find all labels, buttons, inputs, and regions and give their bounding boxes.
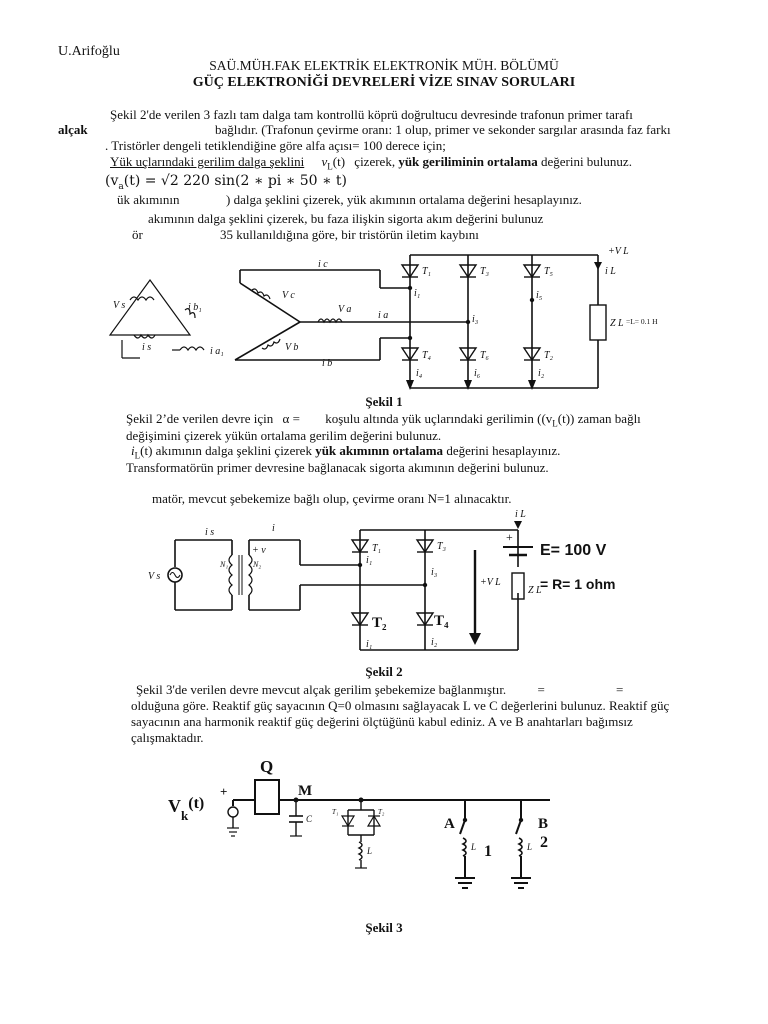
q1-line6a: ük akımının: [117, 192, 180, 207]
fig2-plus-label: +: [506, 530, 513, 544]
fig2-e-label: E= 100 V: [540, 542, 607, 559]
fig2-n2-label: N₂: [253, 560, 262, 569]
q2-line5: matör, mevcut şebekemize bağlı olup, çevirme oranı N=1 alınacaktır.: [152, 491, 512, 506]
q1-line4-cizerek: çizerek,: [354, 154, 396, 169]
fig1-il-label: i L: [605, 266, 616, 277]
fig1-ic-label: i c: [318, 259, 328, 270]
figure-1-circuit: [0, 240, 768, 400]
q1-line8b: 35 kullanıldığına göre, bir tristörün iletim kaybını: [220, 227, 479, 242]
q3-line4: çalışmaktadır.: [131, 730, 204, 745]
fig1-i4-label: i₄: [416, 368, 423, 379]
q1-line4: [110, 154, 632, 175]
fig1-zl-label: Z L: [610, 318, 624, 329]
fig1-i1-label: i₁: [414, 288, 421, 299]
fig2-v-label: + v: [252, 545, 266, 556]
q1-line6b: ) dalga şeklini çizerek, yük akımının ortalama değerini hesaplayınız.: [226, 192, 582, 207]
fig2-i2-label: i₂: [431, 637, 438, 648]
q2-line2: değişimini çizerek yükün ortalama gerilim değerini bulunuz.: [126, 428, 442, 443]
q1-vl-symbol: $v_L(t)$: [321, 154, 346, 172]
q1-line7: akımının dalga şeklini çizerek, bu faza ilişkin sigorta akım değerini bulunuz: [148, 211, 544, 226]
fig1-vb-label: V b: [285, 342, 299, 353]
q1-line4-bold: yük geriliminin ortalama: [398, 154, 538, 169]
fig1-ib1-label: i b₁: [188, 302, 202, 313]
fig1-ia-label: i a: [378, 310, 389, 321]
fig1-i5-label: i₅: [536, 290, 543, 301]
figure-3-caption: Şekil 3: [365, 920, 403, 935]
page-title: GÜÇ ELEKTRONİĞİ DEVRELERİ VİZE SINAV SORULARI: [192, 75, 576, 90]
fig1-t6-label: T₆: [480, 350, 490, 361]
fig1-vl-label: +V L: [608, 246, 629, 257]
fig1-i3-label: i₃: [472, 314, 479, 325]
q1-line4-end: değerini bulunuz.: [540, 154, 632, 169]
fig2-i-label: i: [272, 523, 275, 534]
fig1-t5-label: T₅: [544, 266, 554, 277]
fig1-t4-label: T₄: [422, 350, 432, 361]
fig2-i1-top-label: i₁: [366, 555, 373, 566]
figure-2-circuit: [0, 505, 768, 665]
fig3-m-label: M: [298, 783, 313, 799]
fig2-n1-label: N₁: [220, 560, 229, 569]
fig2-zl-label: Z L: [528, 585, 542, 596]
fig2-il-label: i L: [515, 509, 526, 520]
fig3-a-label: A: [444, 816, 455, 832]
fig1-t1-label: T₁: [422, 266, 432, 277]
q3-line2: olduğuna göre. Reaktif güç sayacının Q=0 olmasını sağlayacak L ve C değerlerini bulunuz. Reaktif güç: [131, 698, 670, 713]
q1-line5-formula: ($v_a(t) = √2$ 220 sin(2 ∗ pi ∗ 50 ∗ t): [105, 173, 348, 192]
fig2-r-label: = R= 1 ohm: [540, 576, 616, 592]
fig1-t3-label: T₃: [480, 266, 490, 277]
fig2-is-label: i s: [205, 527, 215, 538]
fig1-ia1-label: i a₁: [210, 346, 224, 357]
fig3-t2-label: T₂: [378, 808, 385, 816]
fig3-l1-label: L: [471, 842, 477, 852]
department-title: SAÜ.MÜH.FAK ELEKTRİK ELEKTRONİK MÜH. BÖLÜMÜ: [209, 58, 559, 73]
fig1-t2-label: T₂: [544, 350, 554, 361]
fig2-vs-label: V s: [148, 571, 161, 582]
q1-line2-alcak: alçak: [58, 122, 88, 137]
fig3-vk-label: $V_k(t)$: [168, 795, 205, 823]
fig3-n1-label: 1: [484, 843, 492, 860]
fig2-i3-label: i₃: [431, 567, 438, 578]
fig2-t2-label: T₂: [372, 615, 387, 631]
fig3-c-label: C: [306, 814, 313, 824]
figure-2-caption: Şekil 2: [365, 664, 403, 679]
fig2-t3-label: T₃: [437, 541, 447, 552]
fig2-i1-bot-label: i₁: [366, 639, 373, 650]
author: U.Arifoğlu: [58, 44, 120, 59]
fig3-l2-label: L: [527, 842, 533, 852]
q3-line3: sayacının ana harmonik reaktif güç değerini ölçtüğünü kabul ediniz. A ve B anahtarları bağımsız: [131, 714, 633, 729]
fig1-vs-label: V s: [113, 300, 126, 311]
fig1-is-label: i s: [142, 342, 152, 353]
q1-line2: bağlıdır. (Trafonun çevirme oranı: 1 olup, primer ve sekonder sargılar arasında faz farkı: [215, 122, 671, 137]
q1-line1: Şekil 2'de verilen 3 fazlı tam dalga tam kontrollü köprü doğrultucu devresinde trafonun primer tarafı: [110, 107, 633, 122]
fig3-plus-label: +: [220, 784, 228, 799]
q2-line3: $i_L(t)$ akımının dalga şeklini çizerek yük akımının ortalama değerini hesaplayınız.: [131, 443, 561, 461]
fig1-i6-label: i₆: [474, 368, 481, 379]
q1-line3: . Tristörler dengeli tetiklendiğine göre alfa açısı= 100 derece için;: [105, 138, 446, 153]
figure-1-caption: Şekil 1: [365, 394, 403, 409]
fig2-vl-label: +V L: [480, 577, 501, 588]
fig3-n2-label: 2: [540, 834, 548, 851]
fig3-b-label: B: [538, 816, 549, 832]
fig1-zl-value: =L= 0.1 H: [626, 317, 658, 326]
q2-line4: Transformatörün primer devresine bağlanacak sigorta akımının değerini bulunuz.: [126, 460, 549, 475]
q3-line1: Şekil 3'de verilen devre mevcut alçak gerilim şebekemize bağlanmıştır. = =: [136, 682, 624, 697]
fig3-l-label: L: [367, 846, 373, 856]
fig1-i2-label: i₂: [538, 368, 545, 379]
fig2-t1-label: T₁: [372, 543, 382, 554]
q2-line1: Şekil 2’de verilen devre için α = koşulu altında yük uçlarındaki gerilimin ($(v_L(t))$ zaman bağlı: [126, 411, 641, 429]
fig1-va-label: V a: [338, 304, 352, 315]
fig2-t4-label: T₄: [434, 613, 449, 629]
fig3-t1-label: T₁: [332, 808, 339, 816]
figure-3-circuit: [0, 750, 768, 900]
q1-line4-underlined: Yük uçlarındaki gerilim dalga şeklini: [110, 154, 305, 169]
q1-line8a: ör: [132, 227, 143, 242]
fig1-vc-label: V c: [282, 290, 295, 301]
fig1-ib-label: i b: [322, 358, 333, 369]
fig3-q-label: Q: [260, 757, 274, 776]
